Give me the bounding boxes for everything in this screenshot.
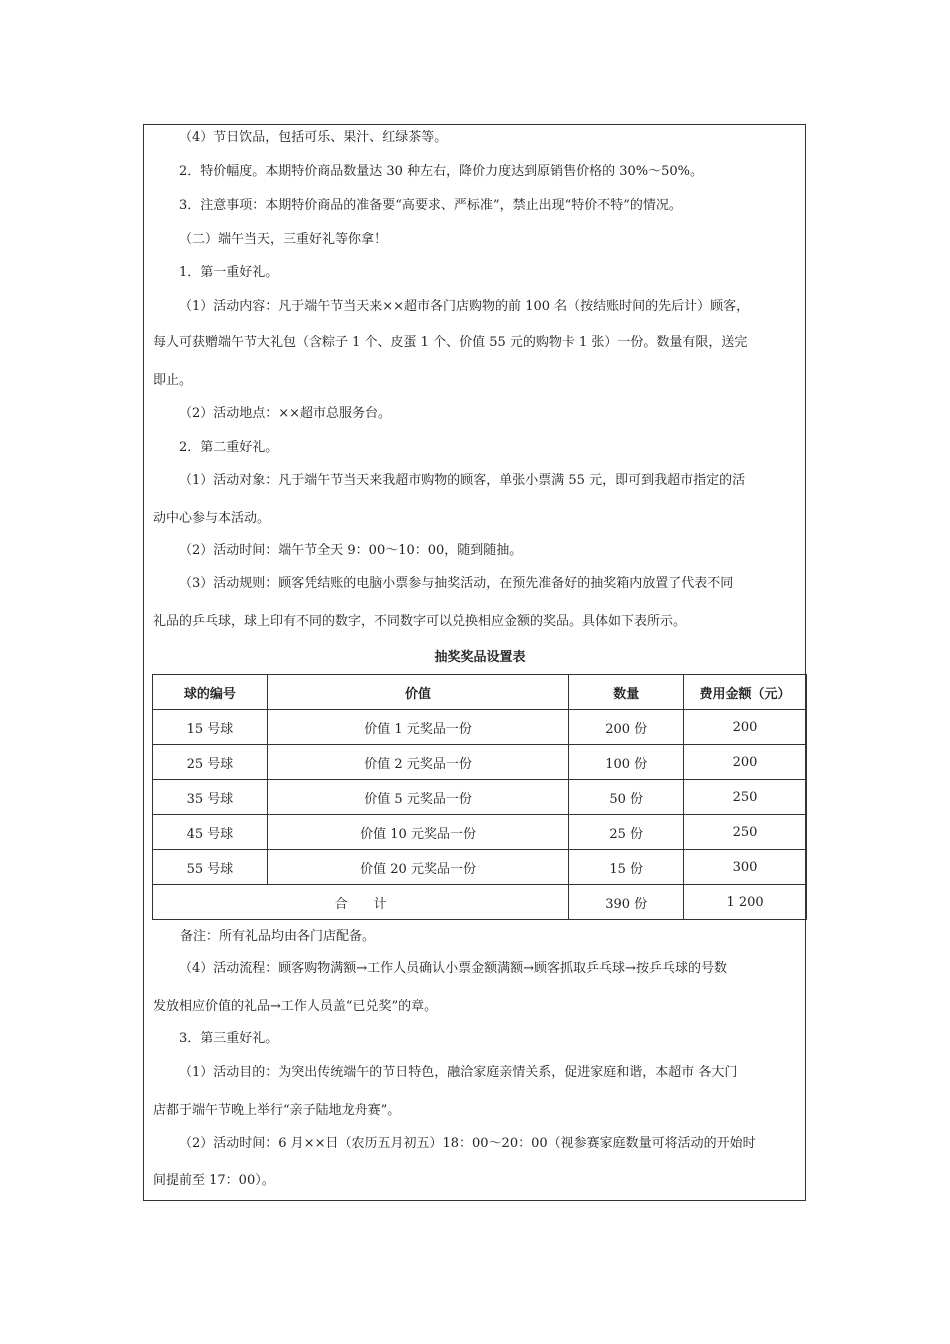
paragraph: 1．第一重好礼。 <box>179 265 279 280</box>
header-value: 价值 <box>267 675 568 710</box>
total-amount: 1 200 <box>684 885 807 920</box>
cell-cost: 200 <box>684 745 807 780</box>
cell-value: 价值 1 元奖品一份 <box>267 710 568 745</box>
table-row <box>153 710 807 745</box>
cell-quantity: 100 份 <box>569 745 684 780</box>
cell-value: 价值 5 元奖品一份 <box>267 780 568 815</box>
cell-cost: 250 <box>684 780 807 815</box>
paragraph: 礼品的乒乓球，球上印有不同的数字，不同数字可以兑换相应金额的奖品。具体如下表所示。 <box>153 614 687 629</box>
table-title: 抽奖奖品设置表 <box>434 650 526 665</box>
paragraph: （1）活动内容：凡于端午节当天来××超市各门店购物的前 100 名（按结账时间的先后计）顾客， <box>179 299 750 314</box>
paragraph: （2）活动时间：6 月××日（农历五月初五）18：00～20：00（视参赛家庭数量可将活动的开始时 <box>179 1136 756 1151</box>
header-cost: 费用金额（元） <box>684 675 807 710</box>
paragraph: 间提前至 17：00）。 <box>153 1173 275 1188</box>
cell-quantity: 200 份 <box>569 710 684 745</box>
paragraph: 发放相应价值的礼品→工作人员盖“已兑奖”的章。 <box>153 999 438 1014</box>
paragraph: 即止。 <box>153 373 193 388</box>
cell-cost: 250 <box>684 815 807 850</box>
table-row <box>153 780 807 815</box>
paragraph: 每人可获赠端午节大礼包（含粽子 1 个、皮蛋 1 个、价值 55 元的购物卡 1 张）一份。数量有限，送完 <box>153 335 748 350</box>
cell-ball: 15 号球 <box>153 710 268 745</box>
paragraph: （二）端午当天，三重好礼等你拿！ <box>179 232 388 247</box>
cell-value: 价值 10 元奖品一份 <box>267 815 568 850</box>
paragraph: 动中心参与本活动。 <box>153 511 271 526</box>
cell-ball: 45 号球 <box>153 815 268 850</box>
total-quantity: 390 份 <box>569 885 684 920</box>
total-label: 合 计 <box>153 885 569 920</box>
cell-cost: 200 <box>684 710 807 745</box>
cell-quantity: 50 份 <box>569 780 684 815</box>
header-quantity: 数量 <box>569 675 684 710</box>
cell-value: 价值 2 元奖品一份 <box>267 745 568 780</box>
paragraph: （1）活动目的：为突出传统端午的节日特色，融洽家庭亲情关系，促进家庭和谐，本超市 各大门 <box>179 1065 738 1080</box>
paragraph: 店都于端午节晚上举行“亲子陆地龙舟赛”。 <box>153 1103 401 1118</box>
cell-ball: 35 号球 <box>153 780 268 815</box>
cell-ball: 55 号球 <box>153 850 268 885</box>
cell-ball: 25 号球 <box>153 745 268 780</box>
table-row <box>153 745 807 780</box>
table-row <box>153 850 807 885</box>
paragraph: （4）活动流程：顾客购物满额→工作人员确认小票金额满额→顾客抓取乒乓球→按乒乓球的号数 <box>179 961 727 976</box>
header-ball-number: 球的编号 <box>153 675 268 710</box>
paragraph: 3．第三重好礼。 <box>179 1031 279 1046</box>
paragraph: 备注：所有礼品均由各门店配备。 <box>180 929 376 944</box>
table-total-row <box>153 885 807 920</box>
paragraph: 3．注意事项：本期特价商品的准备要“高要求、严标准”，禁止出现“特价不特”的情况。 <box>179 198 682 213</box>
paragraph: （2）活动时间：端午节全天 9：00～10：00，随到随抽。 <box>179 543 523 558</box>
paragraph: 2．第二重好礼。 <box>179 440 279 455</box>
cell-cost: 300 <box>684 850 807 885</box>
paragraph: （4）节日饮品，包括可乐、果汁、红绿茶等。 <box>179 130 448 145</box>
cell-value: 价值 20 元奖品一份 <box>267 850 568 885</box>
cell-quantity: 25 份 <box>569 815 684 850</box>
cell-quantity: 15 份 <box>569 850 684 885</box>
table-header-row <box>153 675 807 710</box>
prize-table <box>152 674 807 920</box>
paragraph: （1）活动对象：凡于端午节当天来我超市购物的顾客，单张小票满 55 元，即可到我超市指定的活 <box>179 473 746 488</box>
paragraph: （3）活动规则：顾客凭结账的电脑小票参与抽奖活动，在预先准备好的抽奖箱内放置了代表不同 <box>179 576 734 591</box>
paragraph: 2．特价幅度。本期特价商品数量达 30 种左右，降价力度达到原销售价格的 30%～50%。 <box>179 164 703 179</box>
paragraph: （2）活动地点：××超市总服务台。 <box>179 406 392 421</box>
table-row <box>153 815 807 850</box>
